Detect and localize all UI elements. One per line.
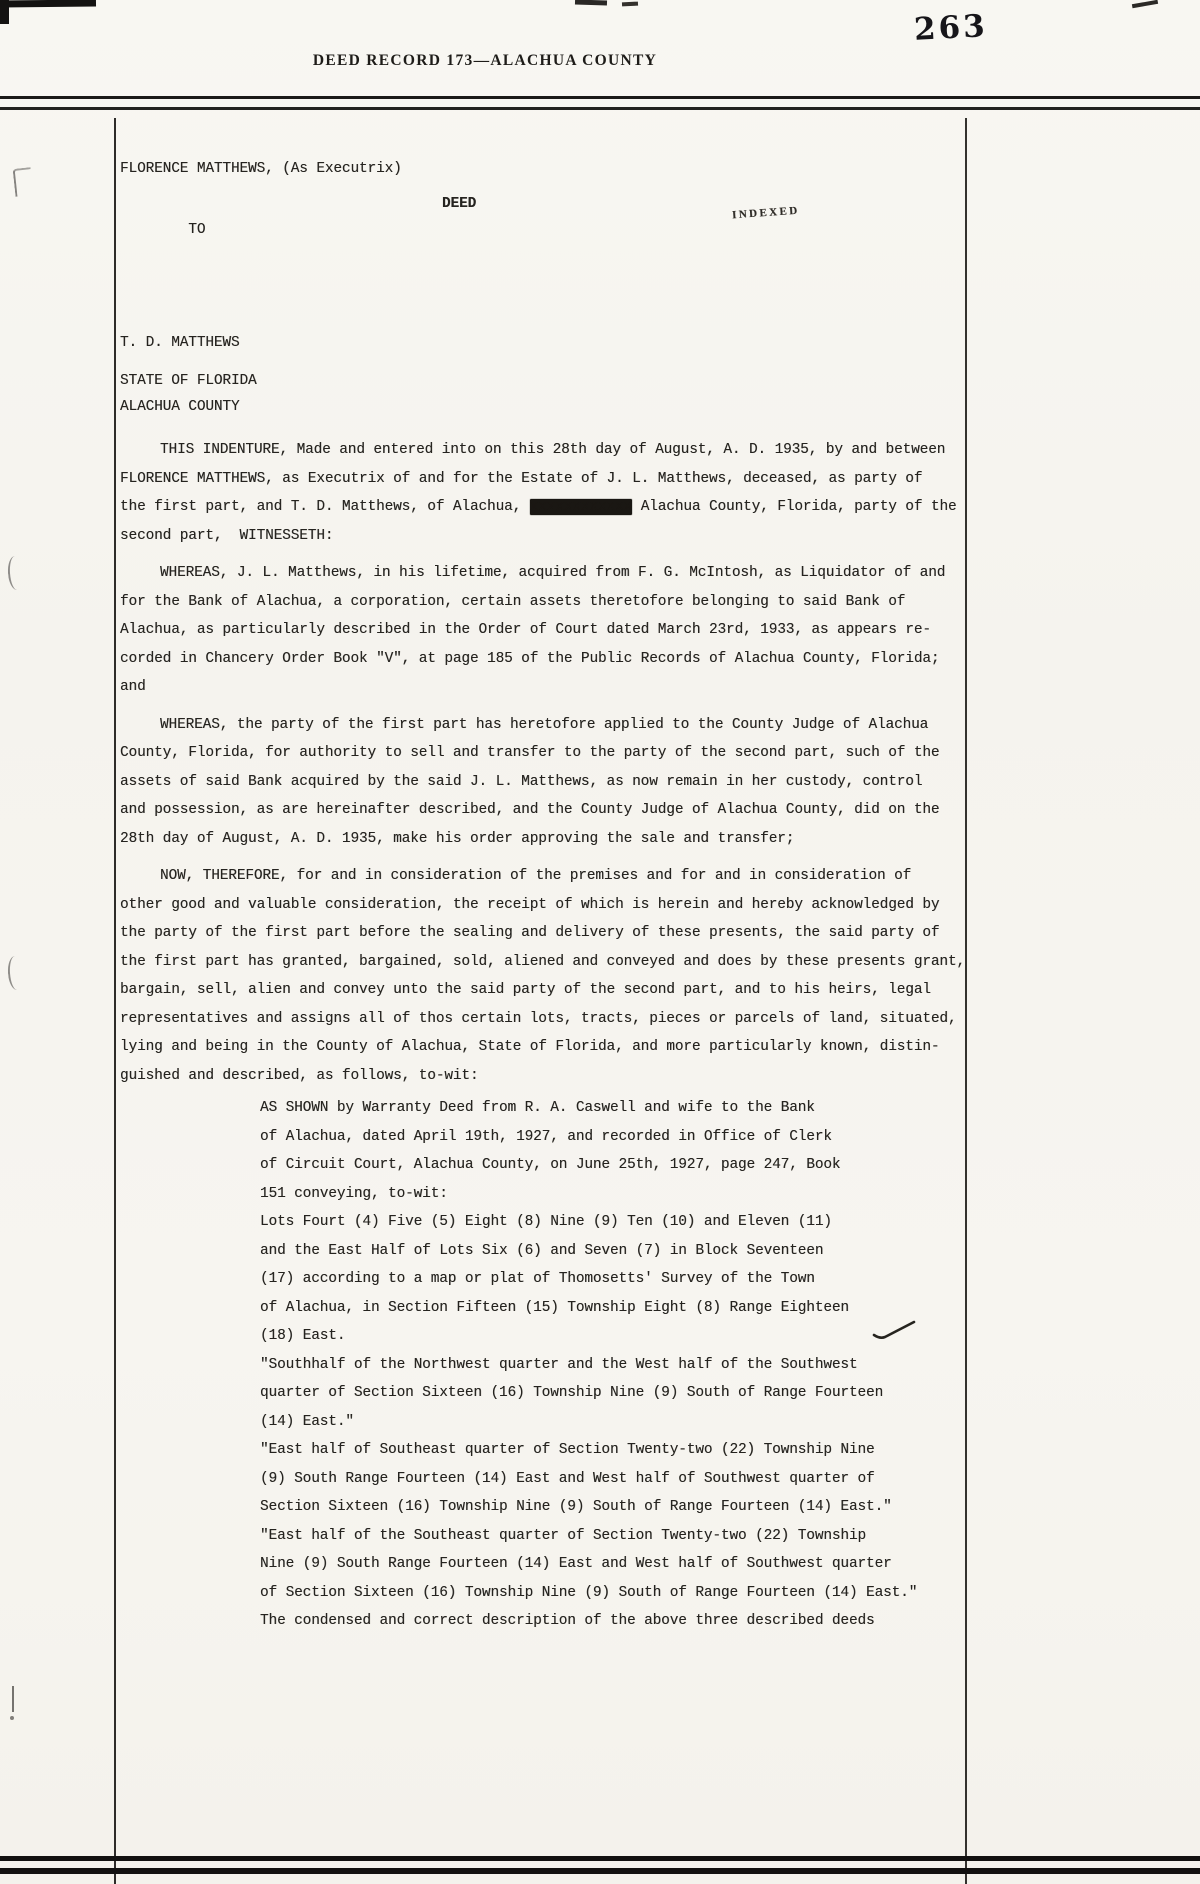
text-line <box>120 465 980 494</box>
text-segment: quarter of Section Sixteen (16) Township Nine (9) South of Range Fourteen <box>260 1385 884 1401</box>
struck-out-text: xxxxxxxxxxxx <box>529 499 633 515</box>
text-line <box>120 673 980 702</box>
state-line: STATE OF FLORIDA <box>120 373 257 389</box>
text-segment: representatives and assigns all of thos certain lots, tracts, pieces or parcels of land, situated, <box>120 1010 957 1027</box>
text-line <box>120 948 980 977</box>
page-number: 263 <box>913 8 989 48</box>
text-line <box>260 1351 980 1380</box>
text-line <box>120 588 980 617</box>
text-segment: The condensed and correct description of the above three described deeds <box>260 1613 875 1629</box>
text-segment: AS SHOWN by Warranty Deed from R. A. Caswell and wife to the Bank <box>260 1100 815 1116</box>
text-segment: of Circuit Court, Alachua County, on June 25th, 1927, page 247, Book <box>260 1157 841 1173</box>
text-segment: "East half of the Southeast quarter of Section Twenty-two (22) Township <box>260 1527 867 1544</box>
text-segment: NOW, THEREFORE, for and in consideration of the premises and for and in consideration of <box>160 868 912 884</box>
text-segment: the first part, and T. D. Matthews, of Alachua, <box>120 499 530 515</box>
whereas-paragraph-2 <box>120 711 980 854</box>
scan-artifact-top-dash <box>575 0 607 6</box>
caption-middle-row <box>120 191 980 321</box>
text-segment: of Alachua, dated April 19th, 1927, and recorded in Office of Clerk <box>260 1128 832 1145</box>
margin-stub-mark <box>12 1686 14 1712</box>
indenture-paragraph <box>120 436 980 550</box>
deed-body <box>120 436 980 1636</box>
text-line <box>120 796 980 825</box>
county-line: ALACHUA COUNTY <box>120 399 240 415</box>
text-segment: FLORENCE MATTHEWS, as Executrix of and for the Estate of J. L. Matthews, deceased, as party of <box>120 470 923 487</box>
margin-paren-mark-2 <box>7 955 25 990</box>
property-description-block <box>120 1094 980 1636</box>
text-segment: Section Sixteen (16) Township Nine (9) South of Range Fourteen (14) East." <box>260 1499 892 1515</box>
text-line <box>260 1436 980 1465</box>
bottom-double-rule <box>0 1856 1200 1874</box>
text-segment: (18) East. <box>260 1328 346 1344</box>
text-line <box>260 1465 980 1494</box>
text-line <box>260 1379 980 1408</box>
text-line <box>260 1322 980 1351</box>
text-line <box>260 1522 980 1551</box>
scan-artifact-top-dash-2 <box>622 2 638 7</box>
text-line <box>120 493 980 522</box>
text-segment: the first part has granted, bargained, sold, aliened and conveyed and does by these presents grant, <box>120 953 966 970</box>
text-segment: "Southhalf of the Northwest quarter and the West half of the Southwest <box>260 1356 858 1373</box>
text-line <box>120 616 980 645</box>
text-segment: of Alachua, in Section Fifteen (15) Township Eight (8) Range Eighteen <box>260 1299 849 1316</box>
text-segment: and possession, as are hereinafter described, and the County Judge of Alachua County, did on the <box>120 802 940 818</box>
text-segment: 28th day of August, A. D. 1935, make his order approving the sale and transfer; <box>120 830 795 847</box>
text-segment: and <box>120 679 146 695</box>
indexed-stamp: INDEXED <box>731 204 800 222</box>
text-line <box>120 862 980 891</box>
text-segment: assets of said Bank acquired by the said J. L. Matthews, as now remain in her custody, control <box>120 773 923 790</box>
text-line <box>120 825 980 854</box>
text-segment: (17) according to a map or plat of Thomosetts' Survey of the Town <box>260 1271 815 1287</box>
left-margin-rule <box>114 118 116 1884</box>
margin-paren-mark <box>7 555 25 590</box>
text-segment: THIS INDENTURE, Made and entered into on this 28th day of August, A. D. 1935, by and between <box>160 442 946 458</box>
text-line <box>120 1062 980 1091</box>
scan-artifact-top-left-bar <box>0 0 96 8</box>
text-segment: guished and described, as follows, to-wit: <box>120 1067 479 1084</box>
text-segment: lying and being in the County of Alachua, State of Florida, and more particularly known, distin- <box>120 1039 940 1055</box>
caption-connector: TO <box>188 222 206 238</box>
text-segment: for the Bank of Alachua, a corporation, certain assets theretofore belonging to said Bank of <box>120 593 906 610</box>
text-line <box>120 645 980 674</box>
text-line <box>120 739 980 768</box>
text-line <box>120 711 980 740</box>
text-segment: Lots Fourt (4) Five (5) Eight (8) Nine (9) Ten (10) and Eleven (11) <box>260 1214 832 1230</box>
header-double-rule <box>0 96 1200 110</box>
text-line <box>260 1265 980 1294</box>
text-segment: of Section Sixteen (16) Township Nine (9) South of Range Fourteen (14) East." <box>260 1584 918 1601</box>
text-segment: and the East Half of Lots Six (6) and Seven (7) in Block Seventeen <box>260 1242 824 1259</box>
typed-content <box>120 156 980 1636</box>
instrument-label: DEED <box>442 196 477 212</box>
text-segment: "East half of Southeast quarter of Section Twenty-two (22) Township Nine <box>260 1442 875 1458</box>
text-segment: (9) South Range Fourteen (14) East and West half of Southwest quarter of <box>260 1470 875 1487</box>
margin-pen-mark <box>13 167 34 197</box>
scan-artifact-top-right-dash <box>1132 0 1158 8</box>
text-line <box>120 976 980 1005</box>
text-segment: the party of the first part before the sealing and delivery of these presents, the said party of <box>120 925 940 941</box>
text-line <box>260 1180 980 1209</box>
page-header: DEED RECORD 173—ALACHUA COUNTY <box>312 52 658 69</box>
grantee-name: T. D. MATTHEWS <box>120 335 240 351</box>
text-line <box>120 436 980 465</box>
text-segment: Alachua, as particularly described in the Order of Court dated March 23rd, 1933, as appears re- <box>120 622 931 638</box>
text-segment: Nine (9) South Range Fourteen (14) East and West half of Southwest quarter <box>260 1556 892 1572</box>
text-line <box>120 919 980 948</box>
text-line <box>260 1294 980 1323</box>
text-segment: second part, WITNESSETH: <box>120 527 334 544</box>
text-segment: WHEREAS, the party of the first part has heretofore applied to the County Judge of Alachua <box>160 716 929 733</box>
text-line <box>260 1493 980 1522</box>
text-line <box>120 1033 980 1062</box>
text-line <box>260 1408 980 1437</box>
margin-stub-dot <box>10 1716 14 1720</box>
text-line <box>260 1607 980 1636</box>
whereas-paragraph-1 <box>120 559 980 702</box>
text-line <box>120 891 980 920</box>
text-line <box>260 1550 980 1579</box>
text-segment: County, Florida, for authority to sell and transfer to the party of the second part, such of the <box>120 745 940 761</box>
text-segment: WHEREAS, J. L. Matthews, in his lifetime, acquired from F. G. McIntosh, as Liquidator of and <box>160 565 946 581</box>
text-segment: 151 conveying, to-wit: <box>260 1185 448 1202</box>
now-therefore-paragraph <box>120 862 980 1090</box>
text-line <box>120 559 980 588</box>
text-line <box>120 1005 980 1034</box>
text-line <box>260 1237 980 1266</box>
text-line <box>260 1579 980 1608</box>
text-line <box>260 1123 980 1152</box>
text-segment: (14) East." <box>260 1413 354 1430</box>
text-line <box>260 1094 980 1123</box>
scan-artifact-top-left-stub <box>0 0 9 24</box>
text-line <box>120 768 980 797</box>
text-segment: corded in Chancery Order Book "V", at page 185 of the Public Records of Alachua County, Florida; <box>120 650 940 667</box>
caption-block <box>120 156 980 420</box>
text-line <box>260 1208 980 1237</box>
text-segment: Alachua County, Florida, party of the <box>632 499 957 515</box>
grantor-name: FLORENCE MATTHEWS, (As Executrix) <box>120 161 402 177</box>
text-segment: bargain, sell, alien and convey unto the said party of the second part, and to his heirs, legal <box>120 982 931 998</box>
text-segment: other good and valuable consideration, the receipt of which is herein and hereby acknowledged by <box>120 896 940 913</box>
text-line <box>120 522 980 551</box>
text-line <box>260 1151 980 1180</box>
